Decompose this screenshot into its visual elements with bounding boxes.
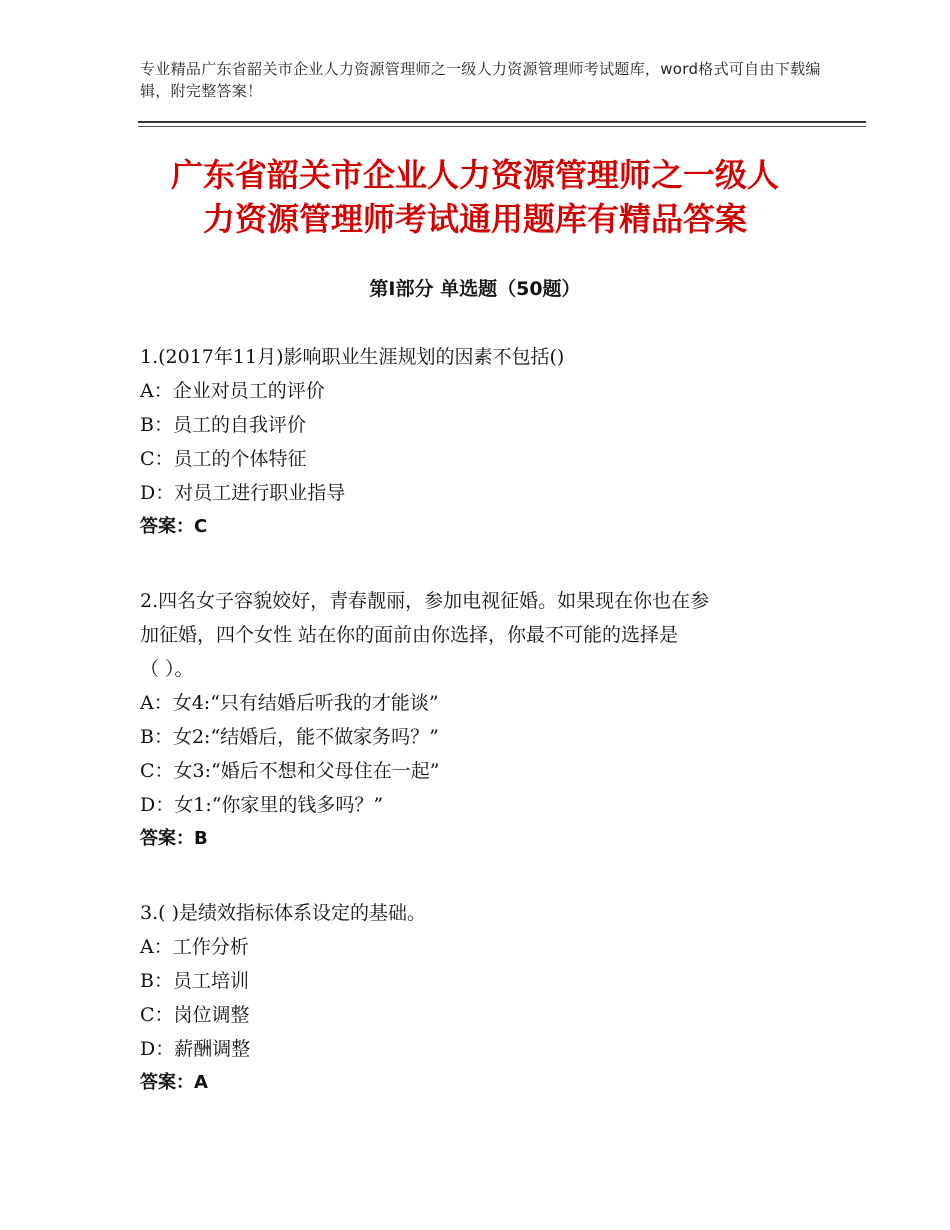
- option-d: D：对员工进行职业指导: [140, 482, 346, 504]
- question-stem: 2.四名女子容貌姣好，青春靓丽，参加电视征婚。如果现在你也在参: [140, 590, 710, 612]
- document-title: [100, 153, 850, 241]
- option-a: A：工作分析: [140, 936, 249, 958]
- option-a: A：企业对员工的评价: [140, 380, 325, 402]
- header-divider: [138, 121, 866, 123]
- answer: 答案：C: [140, 516, 208, 537]
- answer: 答案：A: [140, 1072, 208, 1093]
- option-b: B：女2:“结婚后，能不做家务吗？”: [140, 726, 439, 748]
- title-line-1: 广东省韶关市企业人力资源管理师之一级人: [170, 156, 779, 194]
- question-list: [140, 340, 820, 1140]
- option-a: A：女4:“只有结婚后听我的才能谈”: [140, 692, 439, 714]
- question-stem-line-3: （ ）。: [140, 658, 194, 680]
- option-c: C：岗位调整: [140, 1004, 250, 1026]
- question-stem: 1.(2017年11月)影响职业生涯规划的因素不包括(): [140, 346, 565, 368]
- title-line-2: 力资源管理师考试通用题库有精品答案: [202, 200, 747, 238]
- option-c: C：女3:“婚后不想和父母住在一起”: [140, 760, 440, 782]
- question-1: [140, 340, 820, 544]
- question-stem-line-2: 加征婚，四个女性 站在你的面前由你选择，你最不可能的选择是: [140, 624, 679, 646]
- option-b: B：员工培训: [140, 970, 249, 992]
- option-b: B：员工的自我评价: [140, 414, 306, 436]
- section-heading: 第Ⅰ部分 单选题（50题）: [369, 278, 581, 300]
- option-c: C：员工的个体特征: [140, 448, 307, 470]
- question-2: [140, 584, 820, 856]
- option-d: D：薪酬调整: [140, 1038, 251, 1060]
- header-divider-thin: [138, 126, 866, 127]
- header-note: 专业精品广东省韶关市企业人力资源管理师之一级人力资源管理师考试题库，word格式可自由下载编辑，附完整答案！: [140, 60, 821, 100]
- option-d: D：女1:“你家里的钱多吗？”: [140, 794, 384, 816]
- answer: 答案：B: [140, 828, 208, 849]
- question-3: [140, 896, 820, 1100]
- question-stem: 3.( )是绩效指标体系设定的基础。: [140, 902, 426, 924]
